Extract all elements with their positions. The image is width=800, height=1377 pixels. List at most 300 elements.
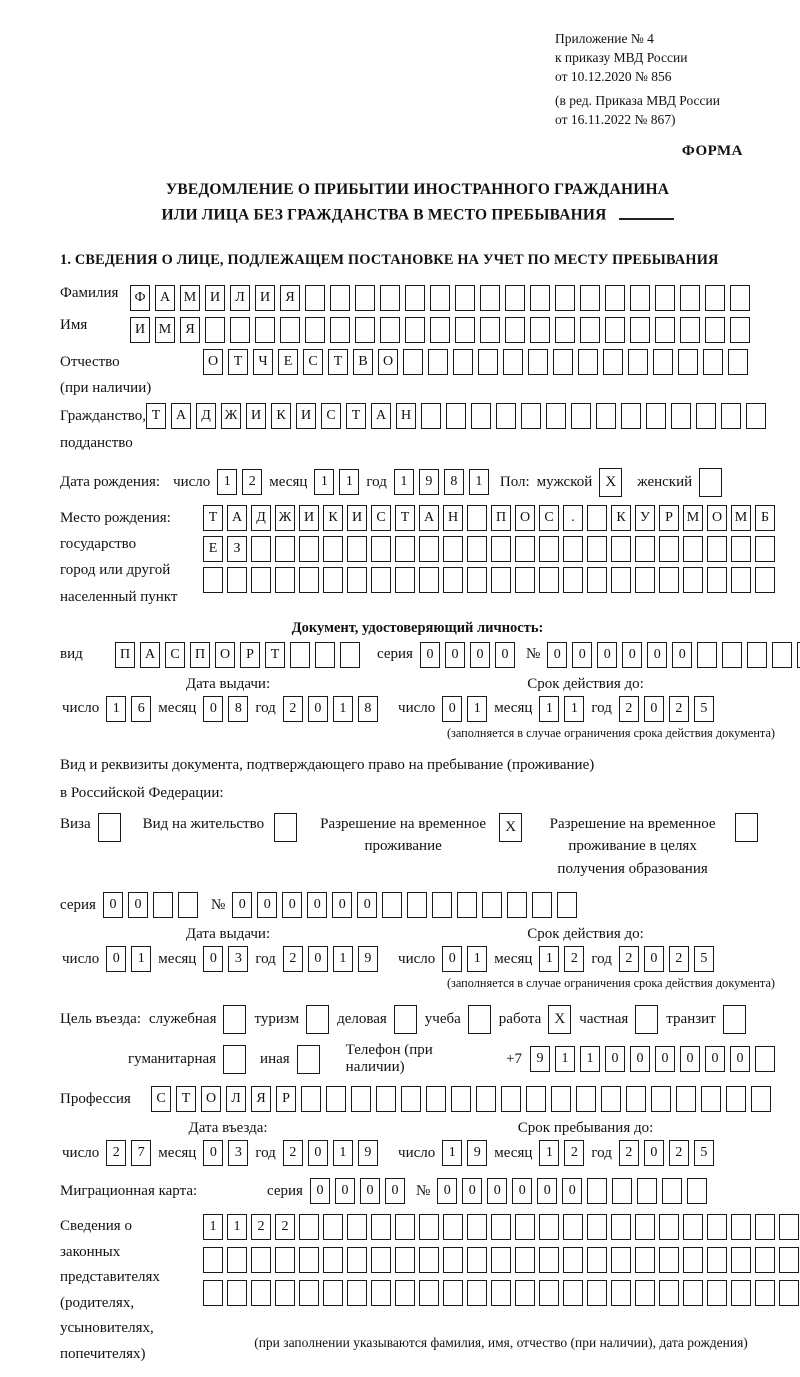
char-cell[interactable] <box>563 567 583 593</box>
char-cell[interactable] <box>659 1247 679 1273</box>
char-cell[interactable]: Р <box>276 1086 296 1112</box>
char-cell[interactable] <box>659 567 679 593</box>
char-cell[interactable] <box>701 1086 721 1112</box>
char-cell[interactable] <box>419 1214 439 1240</box>
char-cell[interactable]: 2 <box>283 946 303 972</box>
char-cell[interactable] <box>467 505 487 531</box>
char-cell[interactable] <box>655 317 675 343</box>
char-cell[interactable] <box>539 1247 559 1273</box>
char-cell[interactable] <box>251 536 271 562</box>
char-cell[interactable] <box>395 1280 415 1306</box>
char-cell[interactable]: 0 <box>547 642 567 668</box>
char-cell[interactable] <box>480 285 500 311</box>
char-cell[interactable]: 1 <box>564 696 584 722</box>
char-cell[interactable] <box>299 1247 319 1273</box>
char-cell[interactable]: М <box>155 317 175 343</box>
char-cell[interactable] <box>443 1247 463 1273</box>
char-cell[interactable] <box>476 1086 496 1112</box>
char-cell[interactable]: 9 <box>530 1046 550 1072</box>
char-cell[interactable] <box>395 1214 415 1240</box>
char-cell[interactable] <box>421 403 441 429</box>
char-cell[interactable]: Б <box>755 505 775 531</box>
char-cell[interactable]: 0 <box>644 946 664 972</box>
char-cell[interactable] <box>697 642 717 668</box>
char-cell[interactable] <box>662 1178 682 1204</box>
char-cell[interactable] <box>612 1178 632 1204</box>
char-cell[interactable] <box>299 1214 319 1240</box>
char-cell[interactable] <box>578 349 598 375</box>
char-cell[interactable]: 1 <box>131 946 151 972</box>
char-cell[interactable]: И <box>130 317 150 343</box>
char-cell[interactable] <box>443 567 463 593</box>
char-cell[interactable]: З <box>227 536 247 562</box>
char-cell[interactable] <box>275 1247 295 1273</box>
char-cell[interactable] <box>301 1086 321 1112</box>
char-cell[interactable] <box>275 567 295 593</box>
char-cell[interactable] <box>587 1178 607 1204</box>
char-cell[interactable]: 0 <box>462 1178 482 1204</box>
char-cell[interactable] <box>755 1280 775 1306</box>
char-cell[interactable] <box>539 1280 559 1306</box>
char-cell[interactable] <box>707 567 727 593</box>
char-cell[interactable]: С <box>539 505 559 531</box>
char-cell[interactable]: 0 <box>442 946 462 972</box>
char-cell[interactable] <box>203 1280 223 1306</box>
char-cell[interactable]: 0 <box>644 696 664 722</box>
char-cell[interactable]: 0 <box>512 1178 532 1204</box>
char-cell[interactable] <box>380 285 400 311</box>
char-cell[interactable] <box>491 567 511 593</box>
char-cell[interactable] <box>453 349 473 375</box>
temp-residence-checkbox[interactable]: X <box>499 813 522 842</box>
char-cell[interactable]: 0 <box>622 642 642 668</box>
char-cell[interactable]: 9 <box>419 469 439 495</box>
char-cell[interactable] <box>637 1178 657 1204</box>
char-cell[interactable]: А <box>371 403 391 429</box>
char-cell[interactable] <box>587 1280 607 1306</box>
char-cell[interactable] <box>299 567 319 593</box>
char-cell[interactable] <box>491 1214 511 1240</box>
char-cell[interactable] <box>755 1214 775 1240</box>
char-cell[interactable]: 5 <box>694 1140 714 1166</box>
char-cell[interactable] <box>626 1086 646 1112</box>
char-cell[interactable] <box>323 1214 343 1240</box>
char-cell[interactable] <box>153 892 173 918</box>
char-cell[interactable] <box>491 536 511 562</box>
char-cell[interactable] <box>515 536 535 562</box>
char-cell[interactable] <box>611 1214 631 1240</box>
char-cell[interactable] <box>755 1046 775 1072</box>
char-cell[interactable]: 1 <box>394 469 414 495</box>
char-cell[interactable]: 0 <box>357 892 377 918</box>
char-cell[interactable] <box>255 317 275 343</box>
char-cell[interactable] <box>611 1247 631 1273</box>
char-cell[interactable]: 0 <box>308 696 328 722</box>
char-cell[interactable]: Д <box>196 403 216 429</box>
char-cell[interactable]: 6 <box>131 696 151 722</box>
char-cell[interactable] <box>407 892 427 918</box>
char-cell[interactable] <box>605 317 625 343</box>
char-cell[interactable]: Н <box>396 403 416 429</box>
char-cell[interactable] <box>382 892 402 918</box>
char-cell[interactable] <box>290 642 310 668</box>
char-cell[interactable] <box>635 1280 655 1306</box>
gender-female-checkbox[interactable] <box>699 468 722 497</box>
char-cell[interactable] <box>746 403 766 429</box>
char-cell[interactable] <box>347 1280 367 1306</box>
char-cell[interactable]: 2 <box>669 1140 689 1166</box>
char-cell[interactable] <box>722 642 742 668</box>
char-cell[interactable] <box>251 1247 271 1273</box>
char-cell[interactable]: А <box>140 642 160 668</box>
char-cell[interactable]: 1 <box>539 696 559 722</box>
char-cell[interactable] <box>683 1280 703 1306</box>
char-cell[interactable]: С <box>165 642 185 668</box>
char-cell[interactable]: М <box>731 505 751 531</box>
char-cell[interactable] <box>395 536 415 562</box>
char-cell[interactable]: 1 <box>467 696 487 722</box>
char-cell[interactable]: 2 <box>564 1140 584 1166</box>
char-cell[interactable]: И <box>255 285 275 311</box>
char-cell[interactable]: Л <box>226 1086 246 1112</box>
char-cell[interactable]: К <box>611 505 631 531</box>
purpose-transit-checkbox[interactable] <box>723 1005 746 1034</box>
char-cell[interactable]: М <box>683 505 703 531</box>
char-cell[interactable]: П <box>115 642 135 668</box>
char-cell[interactable]: 0 <box>106 946 126 972</box>
char-cell[interactable] <box>428 349 448 375</box>
purpose-study-checkbox[interactable] <box>468 1005 491 1034</box>
char-cell[interactable]: Р <box>240 642 260 668</box>
char-cell[interactable] <box>467 1280 487 1306</box>
char-cell[interactable] <box>275 536 295 562</box>
char-cell[interactable] <box>731 1214 751 1240</box>
char-cell[interactable] <box>515 1280 535 1306</box>
char-cell[interactable] <box>467 567 487 593</box>
char-cell[interactable] <box>480 317 500 343</box>
char-cell[interactable]: 1 <box>333 696 353 722</box>
char-cell[interactable]: Т <box>328 349 348 375</box>
char-cell[interactable] <box>696 403 716 429</box>
char-cell[interactable]: 1 <box>333 946 353 972</box>
char-cell[interactable] <box>446 403 466 429</box>
char-cell[interactable] <box>580 285 600 311</box>
char-cell[interactable]: 0 <box>203 696 223 722</box>
char-cell[interactable]: С <box>321 403 341 429</box>
char-cell[interactable]: 0 <box>672 642 692 668</box>
char-cell[interactable] <box>551 1086 571 1112</box>
char-cell[interactable]: 0 <box>360 1178 380 1204</box>
char-cell[interactable]: Т <box>346 403 366 429</box>
purpose-tourism-checkbox[interactable] <box>306 1005 329 1034</box>
char-cell[interactable] <box>705 317 725 343</box>
char-cell[interactable] <box>730 285 750 311</box>
char-cell[interactable] <box>280 317 300 343</box>
char-cell[interactable]: Т <box>176 1086 196 1112</box>
char-cell[interactable]: 0 <box>437 1178 457 1204</box>
char-cell[interactable] <box>683 567 703 593</box>
char-cell[interactable] <box>605 285 625 311</box>
char-cell[interactable] <box>451 1086 471 1112</box>
char-cell[interactable]: 9 <box>358 1140 378 1166</box>
char-cell[interactable] <box>587 1247 607 1273</box>
char-cell[interactable] <box>507 892 527 918</box>
char-cell[interactable]: И <box>299 505 319 531</box>
char-cell[interactable]: С <box>151 1086 171 1112</box>
char-cell[interactable] <box>467 536 487 562</box>
char-cell[interactable]: 1 <box>203 1214 223 1240</box>
char-cell[interactable]: 1 <box>339 469 359 495</box>
char-cell[interactable] <box>680 285 700 311</box>
char-cell[interactable] <box>587 567 607 593</box>
char-cell[interactable]: 0 <box>572 642 592 668</box>
purpose-private-checkbox[interactable] <box>635 1005 658 1034</box>
char-cell[interactable]: 2 <box>251 1214 271 1240</box>
char-cell[interactable]: 0 <box>203 946 223 972</box>
char-cell[interactable]: Я <box>251 1086 271 1112</box>
char-cell[interactable] <box>651 1086 671 1112</box>
char-cell[interactable]: 0 <box>537 1178 557 1204</box>
char-cell[interactable] <box>601 1086 621 1112</box>
char-cell[interactable] <box>430 317 450 343</box>
char-cell[interactable]: 1 <box>469 469 489 495</box>
char-cell[interactable] <box>323 567 343 593</box>
char-cell[interactable] <box>707 1280 727 1306</box>
char-cell[interactable]: 0 <box>445 642 465 668</box>
char-cell[interactable]: 0 <box>487 1178 507 1204</box>
char-cell[interactable] <box>539 536 559 562</box>
char-cell[interactable] <box>395 567 415 593</box>
char-cell[interactable]: 0 <box>332 892 352 918</box>
char-cell[interactable]: 1 <box>539 1140 559 1166</box>
char-cell[interactable]: 0 <box>562 1178 582 1204</box>
char-cell[interactable] <box>707 1214 727 1240</box>
char-cell[interactable]: Ж <box>221 403 241 429</box>
char-cell[interactable] <box>530 317 550 343</box>
char-cell[interactable] <box>443 536 463 562</box>
char-cell[interactable]: О <box>515 505 535 531</box>
char-cell[interactable] <box>505 285 525 311</box>
char-cell[interactable] <box>611 536 631 562</box>
char-cell[interactable] <box>482 892 502 918</box>
char-cell[interactable] <box>755 567 775 593</box>
char-cell[interactable]: 0 <box>644 1140 664 1166</box>
char-cell[interactable]: 0 <box>495 642 515 668</box>
char-cell[interactable]: 0 <box>128 892 148 918</box>
char-cell[interactable]: 1 <box>442 1140 462 1166</box>
char-cell[interactable]: К <box>271 403 291 429</box>
char-cell[interactable] <box>687 1178 707 1204</box>
char-cell[interactable]: 0 <box>335 1178 355 1204</box>
char-cell[interactable]: Т <box>146 403 166 429</box>
char-cell[interactable] <box>587 505 607 531</box>
char-cell[interactable] <box>576 1086 596 1112</box>
char-cell[interactable] <box>528 349 548 375</box>
char-cell[interactable]: 8 <box>358 696 378 722</box>
char-cell[interactable]: И <box>205 285 225 311</box>
char-cell[interactable]: С <box>371 505 391 531</box>
char-cell[interactable] <box>730 317 750 343</box>
char-cell[interactable] <box>772 642 792 668</box>
char-cell[interactable] <box>178 892 198 918</box>
char-cell[interactable]: Е <box>203 536 223 562</box>
char-cell[interactable] <box>526 1086 546 1112</box>
char-cell[interactable]: Т <box>228 349 248 375</box>
char-cell[interactable] <box>530 285 550 311</box>
char-cell[interactable] <box>491 1280 511 1306</box>
char-cell[interactable] <box>539 567 559 593</box>
char-cell[interactable] <box>611 1280 631 1306</box>
char-cell[interactable]: 3 <box>228 946 248 972</box>
char-cell[interactable] <box>515 1247 535 1273</box>
char-cell[interactable] <box>227 1280 247 1306</box>
char-cell[interactable]: Д <box>251 505 271 531</box>
char-cell[interactable]: 5 <box>694 946 714 972</box>
char-cell[interactable]: 1 <box>333 1140 353 1166</box>
char-cell[interactable]: 2 <box>669 946 689 972</box>
char-cell[interactable] <box>203 1247 223 1273</box>
char-cell[interactable]: Ж <box>275 505 295 531</box>
char-cell[interactable] <box>555 317 575 343</box>
char-cell[interactable] <box>563 536 583 562</box>
char-cell[interactable] <box>305 285 325 311</box>
char-cell[interactable]: Ф <box>130 285 150 311</box>
char-cell[interactable] <box>275 1280 295 1306</box>
char-cell[interactable] <box>680 317 700 343</box>
char-cell[interactable]: 2 <box>669 696 689 722</box>
char-cell[interactable]: А <box>419 505 439 531</box>
char-cell[interactable]: 0 <box>630 1046 650 1072</box>
char-cell[interactable] <box>203 567 223 593</box>
char-cell[interactable] <box>395 1247 415 1273</box>
char-cell[interactable] <box>630 285 650 311</box>
purpose-business-checkbox[interactable] <box>394 1005 417 1034</box>
char-cell[interactable] <box>501 1086 521 1112</box>
char-cell[interactable]: 1 <box>227 1214 247 1240</box>
char-cell[interactable]: Т <box>395 505 415 531</box>
char-cell[interactable] <box>659 1280 679 1306</box>
char-cell[interactable]: Р <box>659 505 679 531</box>
char-cell[interactable]: О <box>203 349 223 375</box>
char-cell[interactable] <box>299 1280 319 1306</box>
char-cell[interactable]: 0 <box>470 642 490 668</box>
char-cell[interactable]: Я <box>280 285 300 311</box>
char-cell[interactable] <box>635 536 655 562</box>
char-cell[interactable] <box>731 1280 751 1306</box>
char-cell[interactable]: 0 <box>308 946 328 972</box>
purpose-work-checkbox[interactable]: X <box>548 1005 571 1034</box>
char-cell[interactable]: 0 <box>420 642 440 668</box>
char-cell[interactable] <box>683 1214 703 1240</box>
char-cell[interactable]: 0 <box>647 642 667 668</box>
char-cell[interactable]: Т <box>265 642 285 668</box>
char-cell[interactable]: 7 <box>131 1140 151 1166</box>
char-cell[interactable] <box>630 317 650 343</box>
char-cell[interactable] <box>721 403 741 429</box>
char-cell[interactable] <box>751 1086 771 1112</box>
char-cell[interactable] <box>299 536 319 562</box>
char-cell[interactable]: 2 <box>106 1140 126 1166</box>
char-cell[interactable] <box>491 1247 511 1273</box>
char-cell[interactable] <box>371 1247 391 1273</box>
char-cell[interactable] <box>546 403 566 429</box>
char-cell[interactable]: И <box>296 403 316 429</box>
char-cell[interactable] <box>426 1086 446 1112</box>
char-cell[interactable] <box>731 567 751 593</box>
char-cell[interactable] <box>443 1280 463 1306</box>
char-cell[interactable] <box>227 1247 247 1273</box>
char-cell[interactable] <box>419 1247 439 1273</box>
char-cell[interactable] <box>471 403 491 429</box>
char-cell[interactable]: М <box>180 285 200 311</box>
char-cell[interactable] <box>205 317 225 343</box>
char-cell[interactable]: 0 <box>308 1140 328 1166</box>
char-cell[interactable]: 2 <box>275 1214 295 1240</box>
char-cell[interactable]: И <box>246 403 266 429</box>
char-cell[interactable] <box>401 1086 421 1112</box>
char-cell[interactable]: . <box>563 505 583 531</box>
char-cell[interactable] <box>571 403 591 429</box>
char-cell[interactable]: 1 <box>314 469 334 495</box>
char-cell[interactable]: С <box>303 349 323 375</box>
char-cell[interactable] <box>443 1214 463 1240</box>
char-cell[interactable] <box>467 1214 487 1240</box>
char-cell[interactable]: П <box>491 505 511 531</box>
char-cell[interactable]: 2 <box>564 946 584 972</box>
char-cell[interactable] <box>330 317 350 343</box>
char-cell[interactable] <box>355 285 375 311</box>
char-cell[interactable] <box>683 1247 703 1273</box>
char-cell[interactable]: 2 <box>283 1140 303 1166</box>
char-cell[interactable]: А <box>155 285 175 311</box>
char-cell[interactable]: 2 <box>242 469 262 495</box>
char-cell[interactable] <box>603 349 623 375</box>
char-cell[interactable]: 1 <box>467 946 487 972</box>
char-cell[interactable] <box>779 1280 799 1306</box>
char-cell[interactable] <box>563 1214 583 1240</box>
char-cell[interactable] <box>653 349 673 375</box>
char-cell[interactable] <box>405 317 425 343</box>
char-cell[interactable] <box>305 317 325 343</box>
char-cell[interactable] <box>755 1247 775 1273</box>
char-cell[interactable] <box>683 536 703 562</box>
char-cell[interactable]: 0 <box>655 1046 675 1072</box>
temp-residence-education-checkbox[interactable] <box>735 813 758 842</box>
char-cell[interactable]: Ч <box>253 349 273 375</box>
char-cell[interactable]: 1 <box>580 1046 600 1072</box>
char-cell[interactable] <box>457 892 477 918</box>
char-cell[interactable] <box>628 349 648 375</box>
char-cell[interactable]: 1 <box>555 1046 575 1072</box>
char-cell[interactable] <box>455 317 475 343</box>
char-cell[interactable]: 0 <box>597 642 617 668</box>
char-cell[interactable] <box>403 349 423 375</box>
char-cell[interactable]: 3 <box>228 1140 248 1166</box>
char-cell[interactable]: Я <box>180 317 200 343</box>
char-cell[interactable] <box>553 349 573 375</box>
char-cell[interactable] <box>726 1086 746 1112</box>
purpose-other-checkbox[interactable] <box>297 1045 320 1074</box>
residence-permit-checkbox[interactable] <box>274 813 297 842</box>
char-cell[interactable] <box>330 285 350 311</box>
char-cell[interactable] <box>779 1247 799 1273</box>
char-cell[interactable]: О <box>215 642 235 668</box>
char-cell[interactable] <box>355 317 375 343</box>
char-cell[interactable] <box>707 536 727 562</box>
char-cell[interactable] <box>419 536 439 562</box>
char-cell[interactable] <box>676 1086 696 1112</box>
char-cell[interactable] <box>503 349 523 375</box>
